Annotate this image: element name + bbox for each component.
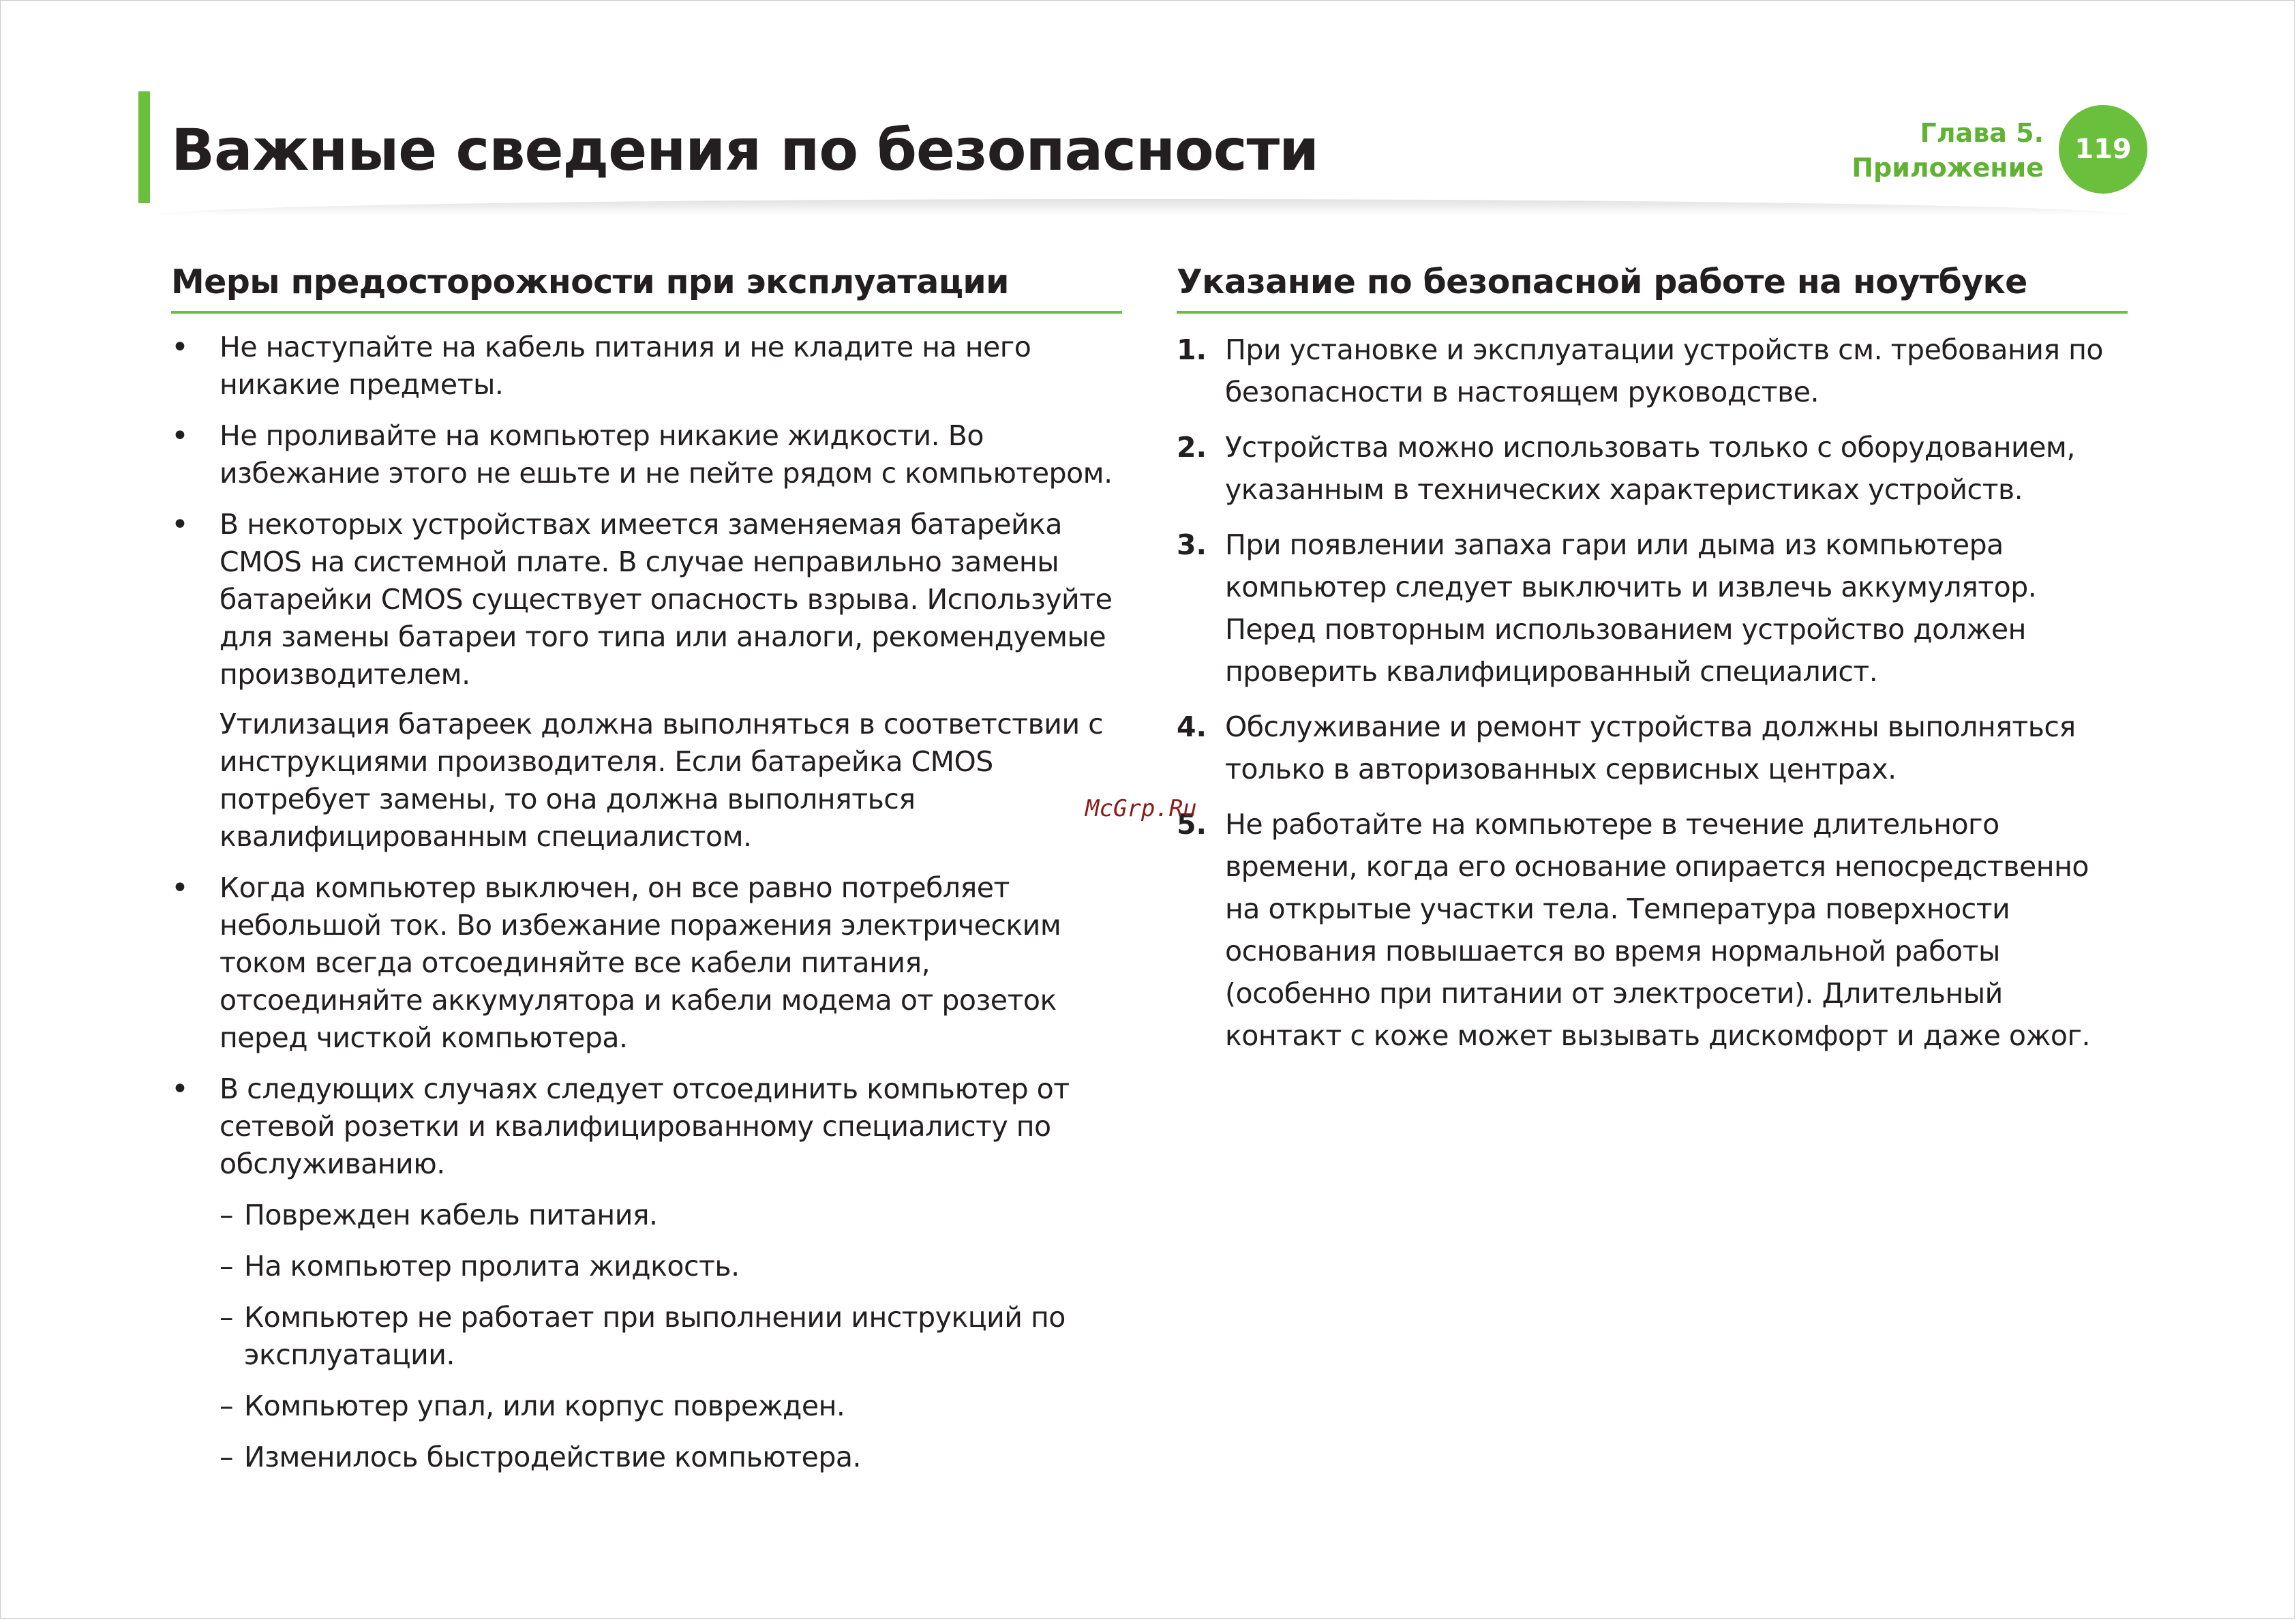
numbered-item (1177, 803, 2128, 1057)
numbered-item-text: Обслуживание и ремонт устройства должны выполняться только в авторизованных сервисных центрах. (1225, 710, 2076, 785)
bullet: • (171, 1072, 189, 1107)
item-number: 3. (1177, 528, 1207, 561)
chapter-number: Глава 5. (1920, 118, 2044, 148)
numbered-item (1177, 329, 2128, 413)
numbered-item (1177, 426, 2128, 511)
numbered-item (1177, 706, 2128, 790)
disconnect-cases-list (220, 1197, 1122, 1476)
dash-item-text: На компьютер пролита жидкость. (244, 1250, 740, 1282)
dash: – (220, 1390, 234, 1422)
list-item (171, 417, 1122, 492)
page-number-badge: 119 (2059, 105, 2147, 194)
title-accent-bar (138, 91, 150, 203)
item-number: 2. (1177, 431, 1207, 464)
numbered-item-text: Не работайте на компьютере в течение длительного времени, когда его основание опирается непосредственно на открытые участки тела. Температура поверхности основания повышается во время нормальной работы (особенно при питании от электросети). Длительный контакт с коже может вызывать дискомфорт и даже ожог. (1225, 808, 2091, 1052)
numbered-item-text: Устройства можно использовать только с оборудованием, указанным в технических характеристиках устройств. (1225, 431, 2075, 506)
bullet: • (171, 871, 189, 905)
dash-item (220, 1299, 1122, 1374)
page-title: Важные сведения по безопасности (171, 117, 1319, 183)
dash: – (220, 1199, 234, 1231)
numbered-item-text: При появлении запаха гари или дыма из компьютера компьютер следует выключить и извлечь аккумулятор. Перед повторным использованием устройство должен проверить квалифицированный специалист. (1225, 528, 2037, 688)
list-item (171, 506, 1122, 856)
section-rule (171, 311, 1122, 314)
chapter-name: Приложение (1852, 153, 2044, 183)
dash-item (220, 1197, 1122, 1234)
section-heading-operation-precautions: Меры предосторожности при эксплуатации (171, 262, 1009, 301)
list-item (171, 329, 1122, 404)
bullet: • (171, 507, 189, 542)
dash-item (220, 1248, 1122, 1285)
list-item-text: В некоторых устройствах имеется заменяемая батарейка CMOS на системной плате. В случае неправильно замены батарейки CMOS существует опасность взрыва. Используйте для замены батареи того типа или аналоги, рекомендуемые производителем. (220, 508, 1113, 691)
dash-item (220, 1388, 1122, 1425)
list-item-text: Когда компьютер выключен, он все равно потребляет небольшой ток. Во избежание поражения электрическим током всегда отсоединяйте все кабели питания, отсоединяйте аккумулятора и кабели модема от розеток перед чисткой компьютера. (220, 871, 1061, 1054)
dash-item-text: Компьютер не работает при выполнении инструкций по эксплуатации. (244, 1301, 1066, 1371)
dash-item-text: Поврежден кабель питания. (244, 1199, 658, 1231)
item-number: 5. (1177, 808, 1207, 841)
dash: – (220, 1250, 234, 1282)
list-item-subparagraph: Утилизация батареек должна выполняться в соответствии с инструкциями производителя. Если батарейка CMOS потребует замены, то она должна выполняться квалифицированным специалистом. (220, 708, 1104, 853)
numbered-item (1177, 524, 2128, 693)
list-item (171, 869, 1122, 1057)
numbered-item-text: При установке и эксплуатации устройств см. требования по безопасности в настоящем руководстве. (1225, 333, 2103, 408)
list-item (171, 1070, 1122, 1183)
dash: – (220, 1441, 234, 1473)
item-number: 4. (1177, 710, 1207, 743)
item-number: 1. (1177, 333, 1207, 366)
list-item-text: Не наступайте на кабель питания и не кладите на него никакие предметы. (220, 331, 1031, 401)
dash-item (220, 1439, 1122, 1476)
section-heading-laptop-safety: Указание по безопасной работе на ноутбуке (1177, 262, 2027, 301)
left-column (171, 254, 1122, 1490)
dash-item-text: Изменилось быстродействие компьютера. (244, 1441, 862, 1473)
watermark: McGrp.Ru (1085, 795, 1197, 822)
section-rule (1177, 311, 2128, 314)
bullet: • (171, 330, 189, 365)
laptop-safety-list (1177, 329, 2128, 1057)
dash: – (220, 1301, 234, 1334)
bullet: • (171, 419, 189, 453)
list-item-text: В следующих случаях следует отсоединить компьютер от сетевой розетки и квалифицированному специалисту по обслуживанию. (220, 1072, 1070, 1180)
dash-item-text: Компьютер упал, или корпус поврежден. (244, 1390, 845, 1422)
chapter-label (1852, 116, 2044, 185)
list-item-text: Не проливайте на компьютер никакие жидкости. Во избежание этого не ешьте и не пейте рядом с компьютером. (220, 419, 1113, 490)
precautions-list (171, 329, 1122, 1183)
right-column (1177, 254, 2128, 1070)
